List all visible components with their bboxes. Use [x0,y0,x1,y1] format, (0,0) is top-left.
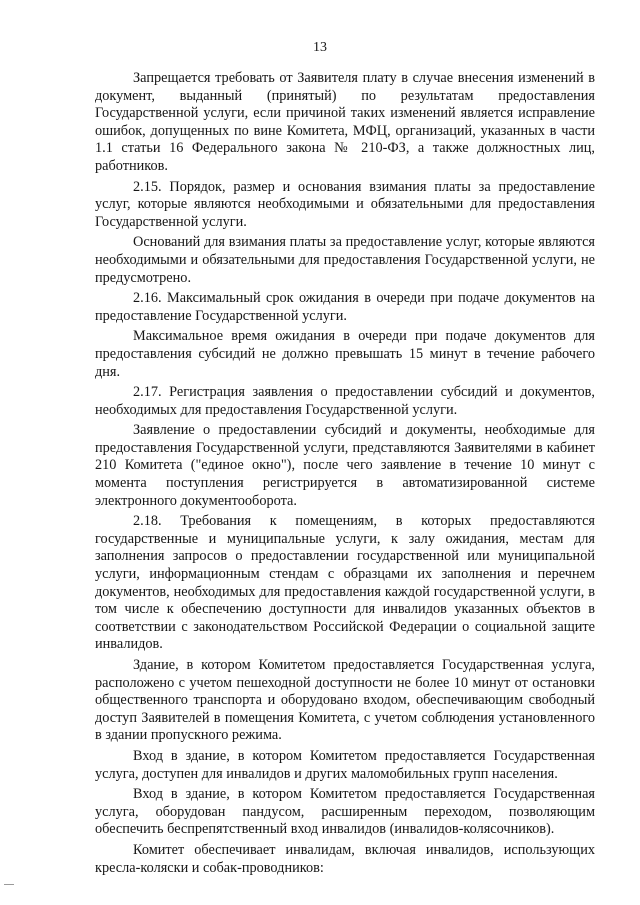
paragraph-2-18-heading: 2.18. Требования к помещениям, в которых предоставляются государственные и муниципальные услуги, к залу ожидания, местам для заполнения запросов о предоставлении государственной или муниципальной услуги, информационным стендам с образцами их заполнения и перечнем документов, необходимых для предоставления каждой государственной услуги, в том числе к обеспечению доступности для инвалидов указанных объектов в соответствии с законодательством Российской Федерации о социальной защите инвалидов. [95,513,595,653]
paragraph-building-location: Здание, в котором Комитетом предоставляется Государственная услуга, расположено с учетом пешеходной доступности не более 10 минут от остановки общественного транспорта и оборудовано входом, обеспечивающим свободный доступ Заявителей в помещения Комитета, с учетом соблюдения установленного в здании пропускного режима. [95,657,595,744]
paragraph-2-17-heading: 2.17. Регистрация заявления о предоставлении субсидий и документов, необходимых для предоставления Государственной услуги. [95,384,595,418]
paragraph-entrance-accessible: Вход в здание, в котором Комитетом предоставляется Государственная услуга, доступен для инвалидов и других маломобильных групп населения. [95,747,595,782]
paragraph-fee-prohibition: Запрещается требовать от Заявителя плату в случае внесения изменений в документ, выданный (принятый) по результатам предоставления Государственной услуги, если причиной таких изменений является исправление ошибок, допущенных по вине Комитета, МФЦ, организаций, указанных в части 1.1 статьи 16 Федерального закона № 210-ФЗ, а также должностных лиц, работников. [95,70,595,174]
paragraph-2-15-heading: 2.15. Порядок, размер и основания взимания платы за предоставление услуг, которые являются необходимыми и обязательными для предоставления Государственной услуги. [95,178,595,230]
paragraph-entrance-ramp: Вход в здание, в котором Комитетом предоставляется Государственная услуга, оборудован пандусом, расширенным переходом, позволяющим обеспечить беспрепятственный вход инвалидов (инвалидов-колясочников). [95,786,595,838]
paragraph-committee-provides: Комитет обеспечивает инвалидам, включая инвалидов, использующих кресла-коляски и собак-проводников: [95,841,595,876]
paragraph-2-16-heading: 2.16. Максимальный срок ожидания в очереди при подаче документов на предоставление Государственной услуги. [95,290,595,324]
paragraph-application-registration: Заявление о предоставлении субсидий и документы, необходимые для предоставления Государственной услуги, представляются Заявителями в кабинет 210 Комитета ("единое окно"), после чего заявление в течение 10 минут с момента поступления регистрируется в автоматизированной системе электронного документооборота. [95,422,595,509]
paragraph-max-wait-time: Максимальное время ожидания в очереди при подаче документов для предоставления субсидий не должно превышать 15 минут в течение рабочего дня. [95,328,595,380]
document-body [95,70,595,877]
scan-edge-mark [4,884,14,885]
page-number: 13 [313,40,327,55]
paragraph-no-fee-grounds: Оснований для взимания платы за предоставление услуг, которые являются необходимыми и обязательными для предоставления Государственной услуги, не предусмотрено. [95,234,595,286]
